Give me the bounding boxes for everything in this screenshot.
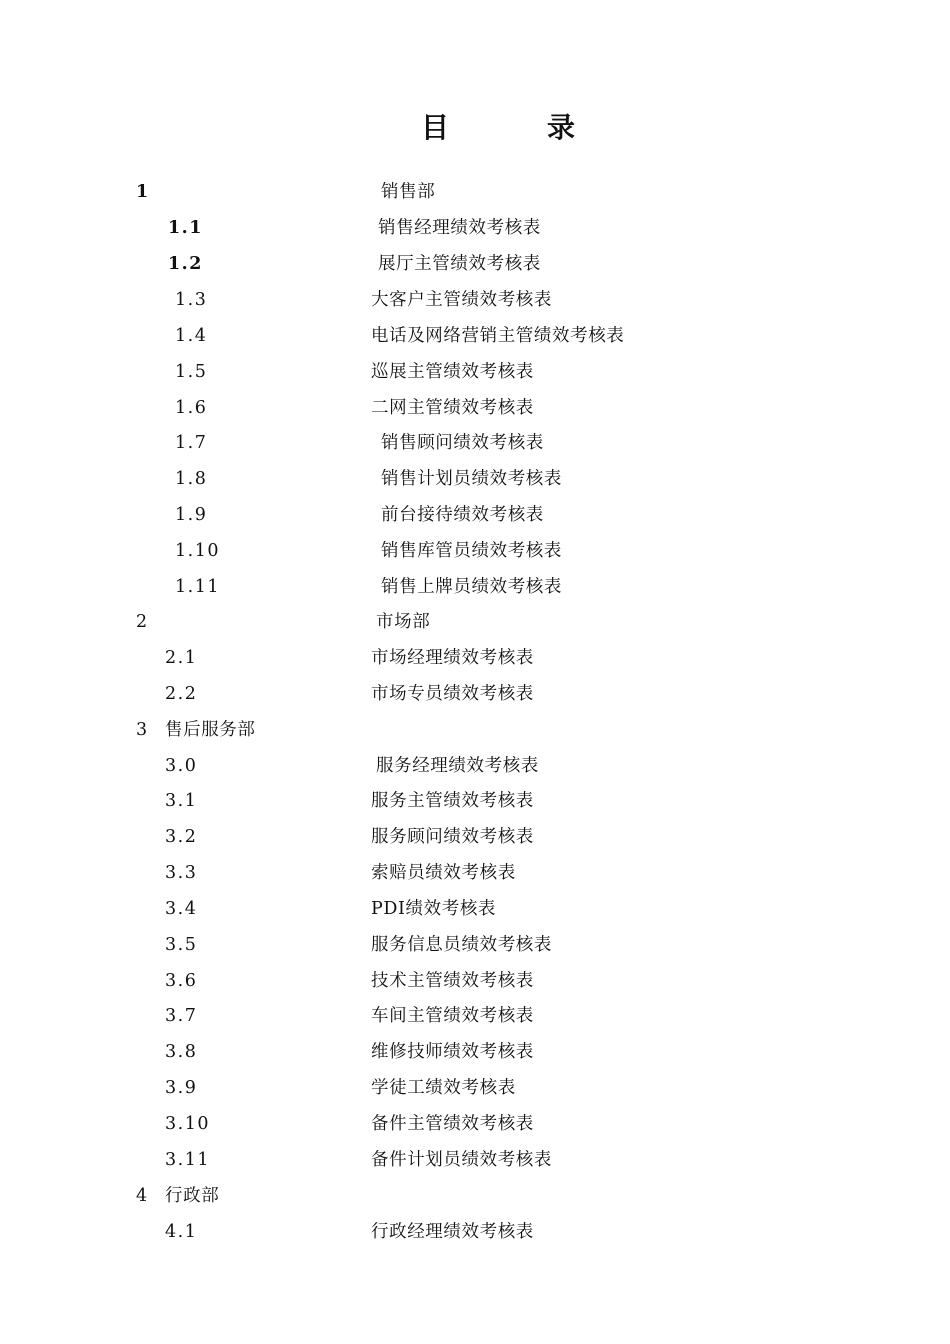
- toc-number: 1.6: [175, 398, 208, 418]
- toc-item[interactable]: [0, 572, 950, 602]
- toc-label: 售后服务部: [165, 720, 256, 740]
- toc-item[interactable]: [0, 966, 950, 996]
- toc-section[interactable]: [0, 715, 950, 745]
- toc-label: 大客户主管绩效考核表: [371, 290, 552, 310]
- toc-item[interactable]: [0, 1001, 950, 1031]
- toc-item[interactable]: [0, 1037, 950, 1067]
- toc-label: 销售库管员绩效考核表: [381, 541, 562, 561]
- toc-item[interactable]: [0, 822, 950, 852]
- toc-label: 市场部: [376, 612, 431, 632]
- toc-item[interactable]: [0, 249, 950, 279]
- page-title-part1: 目: [421, 111, 450, 144]
- page-title: [0, 106, 950, 146]
- toc-number: 3.0: [165, 756, 198, 776]
- toc-number: 1.1: [168, 218, 203, 238]
- toc-label: 服务主管绩效考核表: [371, 791, 534, 811]
- toc-label: 服务信息员绩效考核表: [371, 935, 552, 955]
- toc-section[interactable]: [0, 607, 950, 637]
- toc-label: 市场经理绩效考核表: [371, 648, 534, 668]
- toc-number: 3.7: [165, 1006, 198, 1026]
- toc-section[interactable]: [0, 177, 950, 207]
- toc-label: 行政经理绩效考核表: [371, 1222, 534, 1242]
- toc-number: 1.3: [175, 290, 208, 310]
- toc-number: 1.11: [175, 577, 220, 597]
- toc-number: 3.2: [165, 827, 198, 847]
- toc-label: 销售上牌员绩效考核表: [381, 577, 562, 597]
- toc-number: 3.9: [165, 1078, 198, 1098]
- toc-label: 服务顾问绩效考核表: [371, 827, 534, 847]
- toc-number: 3.1: [165, 791, 198, 811]
- toc-number: 3.6: [165, 971, 198, 991]
- toc-item[interactable]: [0, 1217, 950, 1247]
- toc-label: 技术主管绩效考核表: [371, 971, 534, 991]
- toc-item[interactable]: [0, 357, 950, 387]
- toc-number: 1.2: [168, 254, 203, 274]
- toc-number: 3: [136, 720, 149, 740]
- toc-label: 展厅主管绩效考核表: [378, 254, 541, 274]
- toc-label: 二网主管绩效考核表: [371, 398, 534, 418]
- toc-section[interactable]: [0, 1181, 950, 1211]
- toc-label: 销售计划员绩效考核表: [381, 469, 562, 489]
- toc-label: 市场专员绩效考核表: [371, 684, 534, 704]
- toc-item[interactable]: [0, 393, 950, 423]
- toc-label: 行政部: [165, 1186, 220, 1206]
- toc-item[interactable]: [0, 643, 950, 673]
- toc-label: 电话及网络营销主管绩效考核表: [371, 326, 625, 346]
- toc-label: 销售顾问绩效考核表: [381, 433, 544, 453]
- toc-item[interactable]: [0, 1109, 950, 1139]
- toc-label: 销售经理绩效考核表: [378, 218, 541, 238]
- toc-item[interactable]: [0, 751, 950, 781]
- toc-label: 备件计划员绩效考核表: [371, 1150, 552, 1170]
- toc-number: 1.4: [175, 326, 208, 346]
- toc-number: 1.8: [175, 469, 208, 489]
- toc-number: 1.10: [175, 541, 220, 561]
- toc-label: 服务经理绩效考核表: [376, 756, 539, 776]
- toc-label: 维修技师绩效考核表: [371, 1042, 534, 1062]
- toc-number: 3.8: [165, 1042, 198, 1062]
- toc-number: 3.3: [165, 863, 198, 883]
- toc-item[interactable]: [0, 464, 950, 494]
- toc-item[interactable]: [0, 428, 950, 458]
- toc-number: 3.4: [165, 899, 198, 919]
- toc-item[interactable]: [0, 536, 950, 566]
- toc-label: 学徒工绩效考核表: [371, 1078, 516, 1098]
- toc-label: 车间主管绩效考核表: [371, 1006, 534, 1026]
- toc-number: 3.10: [165, 1114, 210, 1134]
- toc-item[interactable]: [0, 213, 950, 243]
- toc-label: 销售部: [381, 182, 436, 202]
- toc-number: 2.2: [165, 684, 198, 704]
- toc-label: 备件主管绩效考核表: [371, 1114, 534, 1134]
- toc-item[interactable]: [0, 1145, 950, 1175]
- toc-item[interactable]: [0, 894, 950, 924]
- toc-number: 1: [136, 182, 150, 202]
- toc-item[interactable]: [0, 285, 950, 315]
- toc-number: 1.7: [175, 433, 208, 453]
- toc-number: 4.1: [165, 1222, 198, 1242]
- toc-label: PDI绩效考核表: [371, 899, 497, 919]
- toc-number: 2: [136, 612, 149, 632]
- toc-label: 巡展主管绩效考核表: [371, 362, 534, 382]
- toc-item[interactable]: [0, 321, 950, 351]
- toc-number: 3.11: [165, 1150, 210, 1170]
- toc-number: 2.1: [165, 648, 198, 668]
- toc-number: 1.5: [175, 362, 208, 382]
- toc-number: 3.5: [165, 935, 198, 955]
- page-title-part2: 录: [547, 111, 576, 144]
- toc-item[interactable]: [0, 679, 950, 709]
- toc-number: 1.9: [175, 505, 208, 525]
- toc-item[interactable]: [0, 786, 950, 816]
- toc-label: 前台接待绩效考核表: [381, 505, 544, 525]
- toc-item[interactable]: [0, 858, 950, 888]
- toc-item[interactable]: [0, 930, 950, 960]
- toc-item[interactable]: [0, 500, 950, 530]
- toc-label: 索赔员绩效考核表: [371, 863, 516, 883]
- toc-item[interactable]: [0, 1073, 950, 1103]
- toc-number: 4: [136, 1186, 149, 1206]
